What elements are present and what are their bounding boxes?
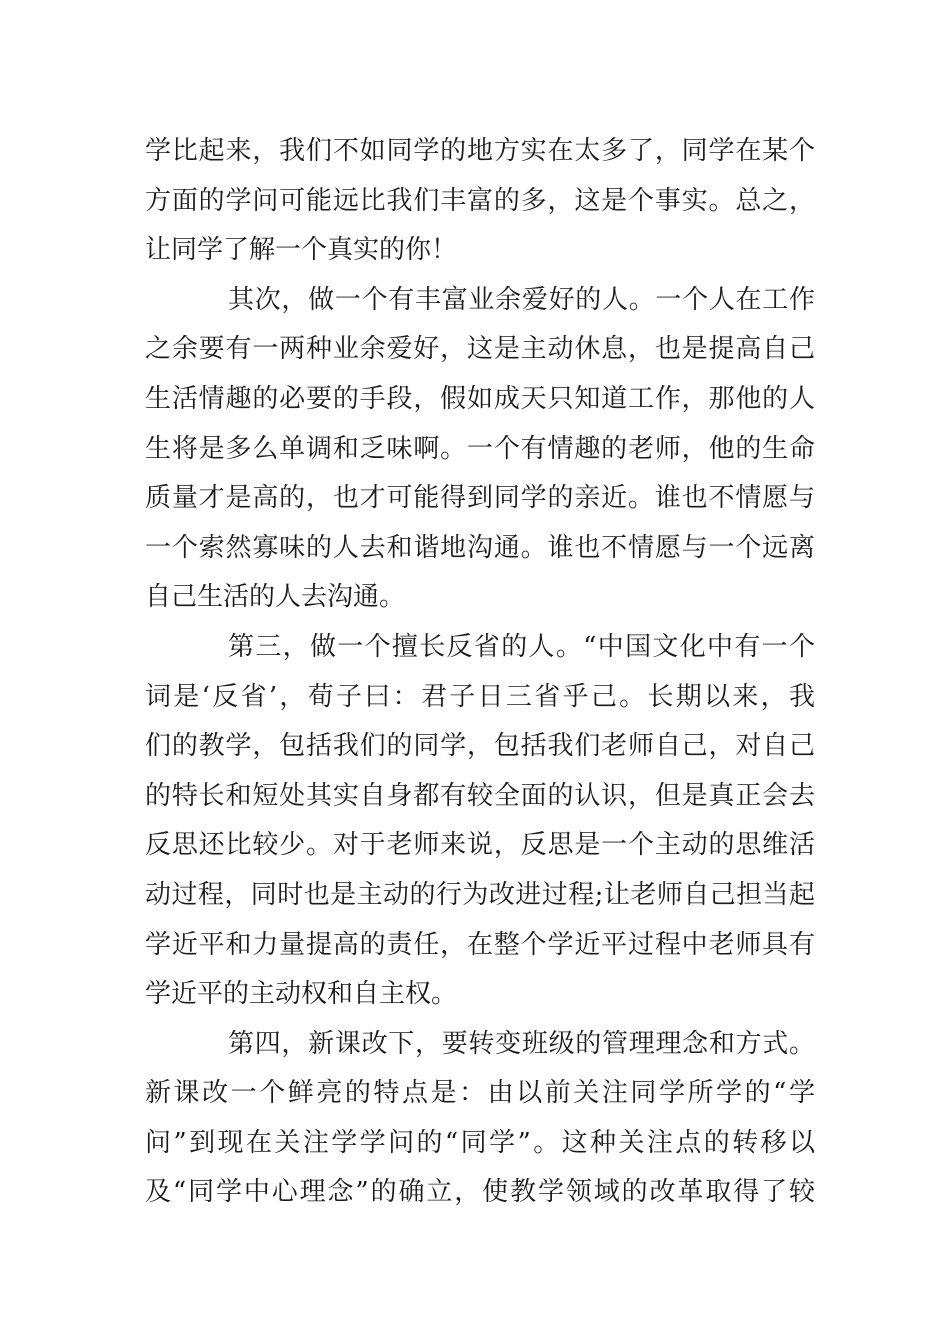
text-line: 方面的学问可能远比我们丰富的多，这是个事实。总之，	[145, 185, 815, 216]
text-line: 第四，新课改下，要转变班级的管理理念和方式。	[228, 1028, 815, 1059]
text-line: 第三，做一个擅长反省的人。“中国文化中有一个	[228, 631, 815, 662]
text-line: 词是‘反省’，荀子曰：君子日三省乎己。长期以来，我	[145, 681, 815, 712]
text-line: 问”到现在关注学学问的“同学”。这种关注点的转移以	[145, 1127, 815, 1158]
text-line: 学比起来，我们不如同学的地方实在太多了，同学在某个	[145, 136, 815, 166]
text-line: 自己生活的人去沟通。	[145, 582, 406, 613]
text-line: 动过程，同时也是主动的行为改进过程;让老师自己担当起	[145, 879, 815, 910]
text-line: 的特长和短处其实自身都有较全面的认识，但是真正会去	[145, 780, 815, 811]
text-line: 之余要有一两种业余爱好，这是主动休息，也是提高自己	[145, 334, 815, 365]
text-line: 及“同学中心理念”的确立，使教学领域的改革取得了较	[145, 1177, 815, 1208]
text-line: 让同学了解一个真实的你！	[145, 235, 458, 266]
text-line: 新课改一个鲜亮的特点是：由以前关注同学所学的“学	[145, 1078, 815, 1109]
text-line: 学近平和力量提高的责任，在整个学近平过程中老师具有	[145, 929, 815, 960]
text-line: 一个索然寡味的人去和谐地沟通。谁也不情愿与一个远离	[145, 532, 815, 563]
text-line: 质量才是高的，也才可能得到同学的亲近。谁也不情愿与	[145, 483, 815, 514]
text-line: 学近平的主动权和自主权。	[145, 979, 458, 1010]
text-line: 们的教学，包括我们的同学，包括我们老师自己，对自己	[145, 731, 815, 762]
text-line: 其次，做一个有丰富业余爱好的人。一个人在工作	[228, 284, 815, 315]
text-line: 生将是多么单调和乏味啊。一个有情趣的老师，他的生命	[145, 433, 815, 464]
text-line: 反思还比较少。对于老师来说，反思是一个主动的思维活	[145, 830, 815, 861]
text-line: 生活情趣的必要的手段，假如成天只知道工作，那他的人	[145, 383, 815, 414]
document-body	[145, 127, 815, 1218]
